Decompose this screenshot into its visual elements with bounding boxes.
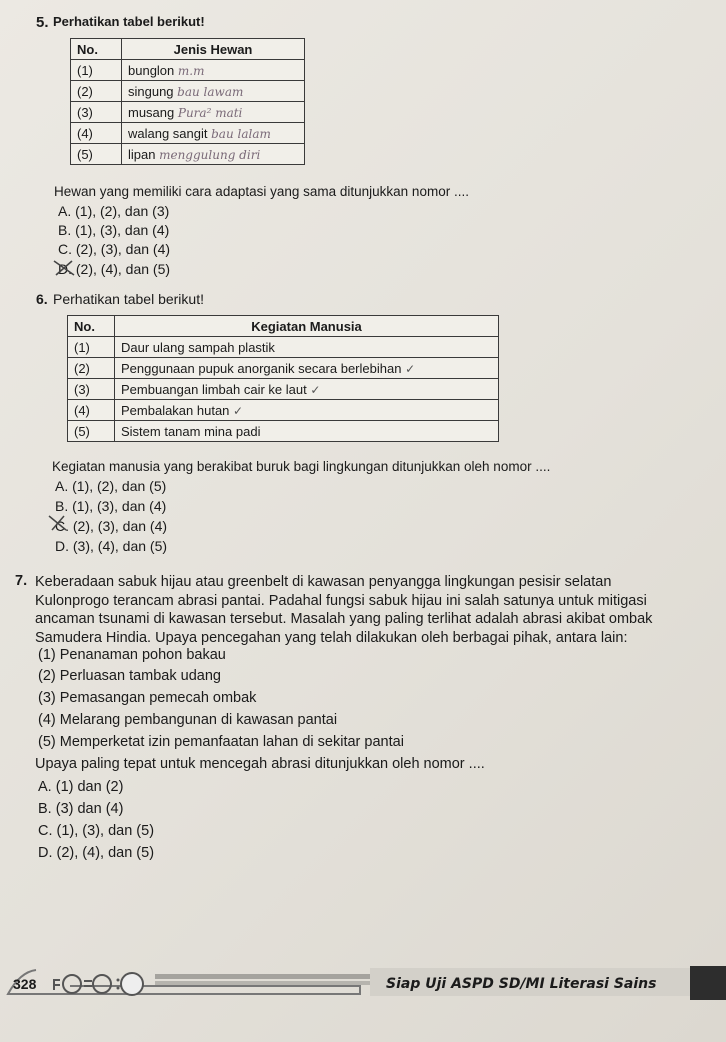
table-row [71,60,305,81]
table-row [71,123,305,144]
table-row [68,421,499,442]
table-header-row [71,39,305,60]
row-no: (5) [68,421,115,442]
row-no: (2) [71,81,122,102]
footer-title: Siap Uji ASPD SD/MI Literasi Sains [386,976,657,992]
row-activity: Daur ulang sampah plastik [115,337,499,358]
row-no: (2) [68,358,115,379]
passage-line: Kulonprogo terancam abrasi pantai. Padahal fungsi sabuk hijau ini salah satunya untuk mitigasi [35,592,647,609]
option-text: (2), (4), dan (5) [75,261,171,277]
q7-item-4: (4) Melarang pembangunan di kawasan pantai [38,712,338,728]
q7-number: 7. [15,573,28,589]
option-label: D. [38,845,53,861]
row-animal [122,123,305,144]
q7-passage [35,573,695,647]
q6-option-d[interactable] [55,538,167,554]
table-row [71,144,305,165]
q7-option-c[interactable] [38,823,154,839]
q6-number: 6. [36,291,48,307]
answer-cross-mark-icon [50,257,86,279]
table-row [71,81,305,102]
option-label: C. [58,241,72,257]
table-row [71,102,305,123]
q7-question: Upaya paling tepat untuk mencegah abrasi ditunjukkan oleh nomor .... [35,756,485,772]
answer-cross-mark-icon [46,512,76,534]
row-activity [115,400,499,421]
q7-item-2: (2) Perluasan tambak udang [38,668,221,684]
option-text: (1), (2), dan (5) [72,478,167,494]
passage-line: Samudera Hindia. Upaya pencegahan yang telah dilakukan oleh berbagai pihak, antara lain: [35,629,628,646]
handwritten-note: Pura² mati [177,105,243,120]
q5-question: Hewan yang memiliki cara adaptasi yang sama ditunjukkan nomor .... [54,184,469,199]
table-row [68,337,499,358]
row-no: (5) [71,144,122,165]
table-row [68,358,499,379]
option-text: (2), (3), dan (4) [72,518,168,534]
activity-text: Penggunaan pupuk anorganik secara berlebihan [121,360,402,376]
row-activity: Sistem tanam mina padi [115,421,499,442]
table-row [68,379,499,400]
q7-option-a[interactable] [38,779,123,795]
row-no: (4) [71,123,122,144]
option-label: D. [55,538,69,554]
option-label: D. [58,261,72,277]
option-text: (1) dan (2) [55,779,124,795]
handwritten-note: bau lalam [211,126,271,141]
page-number: 328 [13,976,37,992]
animal-name: bunglon [128,62,175,78]
q5-option-a[interactable] [58,203,169,219]
option-label: A. [58,203,72,219]
handwritten-note: m.m [177,63,205,78]
q7-item-5: (5) Memperketat izin pemanfaatan lahan di sekitar pantai [38,734,404,750]
option-label: B. [58,222,72,238]
row-animal [122,144,305,165]
col-no-header: No. [71,39,122,60]
option-text: (3) dan (4) [55,801,124,817]
col-animal-header: Jenis Hewan [122,39,305,60]
option-text: (2), (4), dan (5) [56,845,155,861]
q5-intro: Perhatikan tabel berikut! [53,14,205,29]
check-mark-icon: ✓ [310,382,321,397]
col-activity-header: Kegiatan Manusia [115,316,499,337]
q7-option-b[interactable] [38,801,123,817]
option-label: C. [38,823,53,839]
activity-text: Pembalakan hutan [121,402,230,418]
row-no: (3) [68,379,115,400]
row-activity [115,358,499,379]
option-label: A. [55,478,69,494]
animal-name: musang [128,104,175,120]
option-label: A. [38,779,52,795]
animal-name: lipan [128,146,156,162]
q5-option-b[interactable] [58,222,169,238]
q6-intro: Perhatikan tabel berikut! [53,291,204,307]
table-header-row [68,316,499,337]
animal-name: walang sangit [128,125,208,141]
activity-text: Pembuangan limbah cair ke laut [121,381,307,397]
q6-option-a[interactable] [55,478,166,494]
option-label: B. [38,801,52,817]
q6-question: Kegiatan manusia yang berakibat buruk bagi lingkungan ditunjukkan oleh nomor .... [52,459,551,474]
passage-line: ancaman tsunami di kawasan tersebut. Masalah yang paling terlihat adalah abrasi akibat ombak [35,611,653,628]
q6-table [67,315,499,442]
row-activity [115,379,499,400]
row-no: (3) [71,102,122,123]
option-text: (1), (3), dan (4) [75,222,170,238]
q7-option-d[interactable] [38,845,154,861]
check-mark-icon: ✓ [233,403,244,418]
q7-item-1: (1) Penanaman pohon bakau [38,647,226,663]
row-animal [122,81,305,102]
q5-table [70,38,305,165]
option-label: B. [55,498,69,514]
option-text: (3), (4), dan (5) [72,538,168,554]
col-no-header: No. [68,316,115,337]
option-text: (1), (3), dan (5) [56,823,155,839]
table-row [68,400,499,421]
row-animal [122,102,305,123]
option-label: C. [55,518,69,534]
handwritten-note: menggulung diri [159,147,261,162]
row-no: (1) [71,60,122,81]
row-animal [122,60,305,81]
q5-number: 5. [36,14,49,31]
row-no: (4) [68,400,115,421]
animal-name: singung [128,83,174,99]
row-no: (1) [68,337,115,358]
q7-item-3: (3) Pemasangan pemecah ombak [38,690,257,706]
option-text: (1), (3), dan (4) [72,498,167,514]
q5-option-c[interactable] [58,241,170,257]
handwritten-note: bau lawam [177,84,244,99]
option-text: (2), (3), dan (4) [75,241,171,257]
option-text: (1), (2), dan (3) [75,203,170,219]
passage-line: Keberadaan sabuk hijau atau greenbelt di kawasan penyangga lingkungan pesisir selatan [35,574,612,590]
check-mark-icon: ✓ [405,361,416,376]
